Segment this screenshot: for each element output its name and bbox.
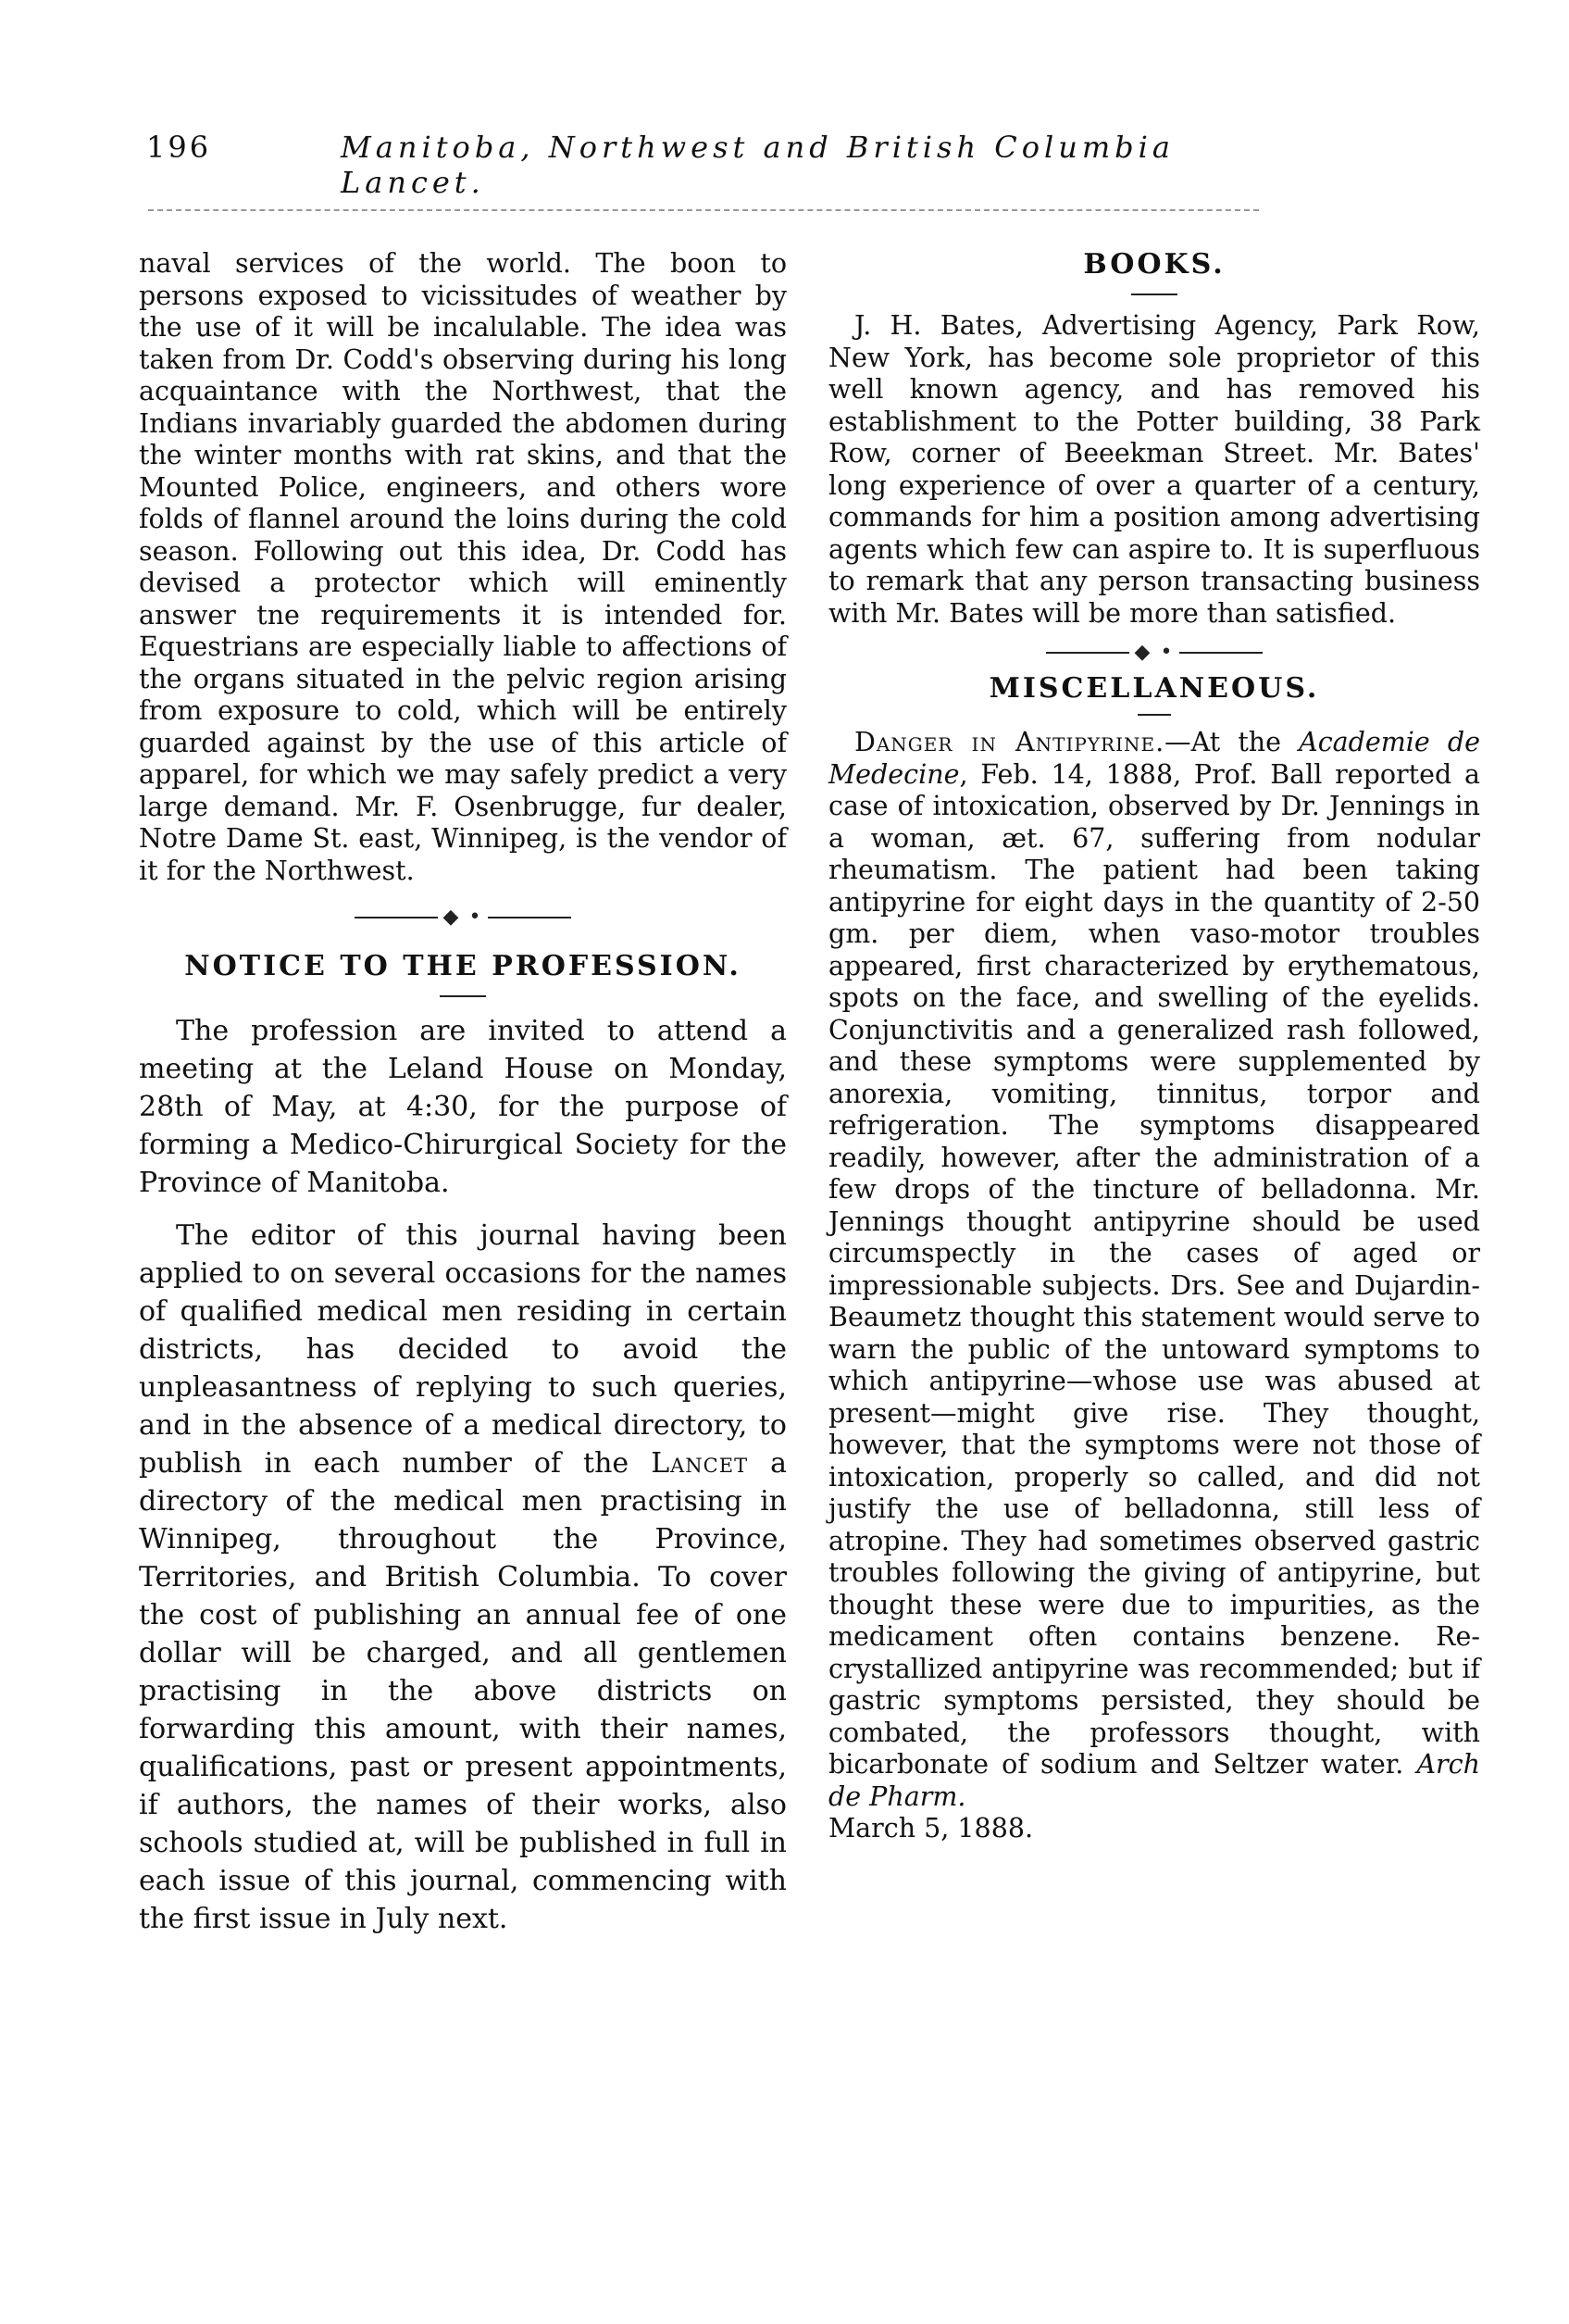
article-dash: —At the — [1164, 727, 1300, 757]
notice-paragraph-meeting: The profession are invited to attend a meeting at the Leland House on Monday, 28th of May, at 4:30, for the purpose of forming a Medico-Chirurgical Society for the Province of Manitoba. — [139, 1015, 787, 1199]
books-paragraph: J. H. Bates, Advertising Agency, Park Row, New York, has become sole proprietor of this well known agency, and has removed his establishment to the Potter building, 38 Park Row, corner of Beeekman Street. Mr. Bates' long experience of over a quarter of a century, commands for him a position among advertising agents which few can aspire to. It is superfluous to remark that any person transacting business with Mr. Bates will be more than satisfied. — [828, 310, 1480, 629]
academie-name: Academie de Medecine — [828, 727, 1481, 790]
page-number: 196 — [146, 130, 212, 165]
directory-text-b: a directory of the medical men practising in Winnipeg, throughout the Province, Territories, and British Columbia. To cover the cost of publishing an annual fee of one dollar will be charged, and all gentlemen practising in the above districts on forwarding this amount, with their names, qualifications, past or present appointments, if authors, the names of their works, also schools studied at, will be published in full in each issue of this journal, commencing with the first issue in July next. — [139, 1447, 787, 1935]
directory-text-a: The editor of this journal having been applied to on several occasions for the names of qualified medical men residing in certain districts, has decided to avoid the unpleasantness of replying to such queries, and in the absence of a medical directory, to publish in each number of the — [139, 1219, 787, 1480]
books-heading: BOOKS. — [1083, 248, 1226, 281]
notice-heading: NOTICE TO THE PROFESSION. — [184, 950, 741, 982]
heading-rule — [1131, 294, 1177, 295]
notice-paragraph-directory — [139, 1217, 787, 1938]
journal-title: Manitoba, Northwest and British Columbia Lancet. — [341, 130, 1175, 200]
continued-paragraph: naval services of the world. The boon to persons exposed to vicissitudes of weather by the use of it will be incalulable. The idea was taken from Dr. Codd's observing during his long acquaintance with the Northwest, that the Indians invariably guarded the abdomen during the winter months with rat skins, and that the Mounted Police, engineers, and others wore folds of flannel around the loins during the cold season. Following out this idea, Dr. Codd has devised a protector which will eminently answer tne requirements it is intended for. Equestrians are especially liable to affections of the organs situated in the pelvic region arising from exposure to cold, which will be entirely guarded against by the use of this article of apparel, for which we may safely predict a very large demand. Mr. F. Osenbrugge, fur dealer, Notre Dame St. east, Winnipeg, is the vendor of it for the Northwest. — [139, 248, 787, 886]
miscellaneous-heading: MISCELLANEOUS. — [989, 672, 1320, 705]
section-ornament: ◆ • — [139, 907, 787, 928]
lancet-name: Lancet — [651, 1447, 749, 1480]
heading-rule — [440, 995, 486, 997]
article-source: Arch de Pharm. — [828, 1749, 1480, 1812]
article-source-date: March 5, 1888. — [828, 1813, 1034, 1843]
left-column — [139, 248, 787, 1938]
antipyrine-article — [828, 727, 1480, 1845]
article-title: Danger in Antipyrine. — [854, 727, 1165, 757]
header-rule — [148, 209, 1259, 211]
article-body: , Feb. 14, 1888, Prof. Ball reported a case of intoxication, observed by Dr. Jennings in a woman, æt. 67, suffering from nodular rheumatism. The patient had been taking antipyrine for eight days in the quantity of 2-50 gm. per diem, when vaso-motor troubles appeared, first characterized by erythematous, spots on the face, and swelling of the eyelids. Conjunctivitis and a generalized rash followed, and these symptoms were supplemented by anorexia, vomiting, tinnitus, torpor and refrigeration. The symptoms disappeared readily, however, after the administration of a few drops of the tincture of belladonna. Mr. Jennings thought antipyrine should be used circumspectly in the cases of aged or impressionable subjects. Drs. See and Dujardin-Beaumetz thought this statement would serve to warn the public of the untoward symptoms to which antipyrine—whose use was abused at present—might give rise. They thought, however, that the symptoms were not those of intoxication, properly so called, and did not justify the use of belladonna, still less of atropine. They had sometimes observed gastric troubles following the giving of antipyrine, but thought these were due to impurities, as the medicament often contains benzene. Re-crystallized antipyrine was recommended; but if gastric symptoms persisted, they should be combated, the professors thought, with bicarbonate of sodium and Seltzer water. — [828, 758, 1480, 1780]
right-column — [828, 248, 1480, 1845]
section-ornament: ◆ • — [828, 643, 1480, 663]
heading-rule — [1138, 714, 1171, 716]
running-head — [146, 130, 1285, 200]
